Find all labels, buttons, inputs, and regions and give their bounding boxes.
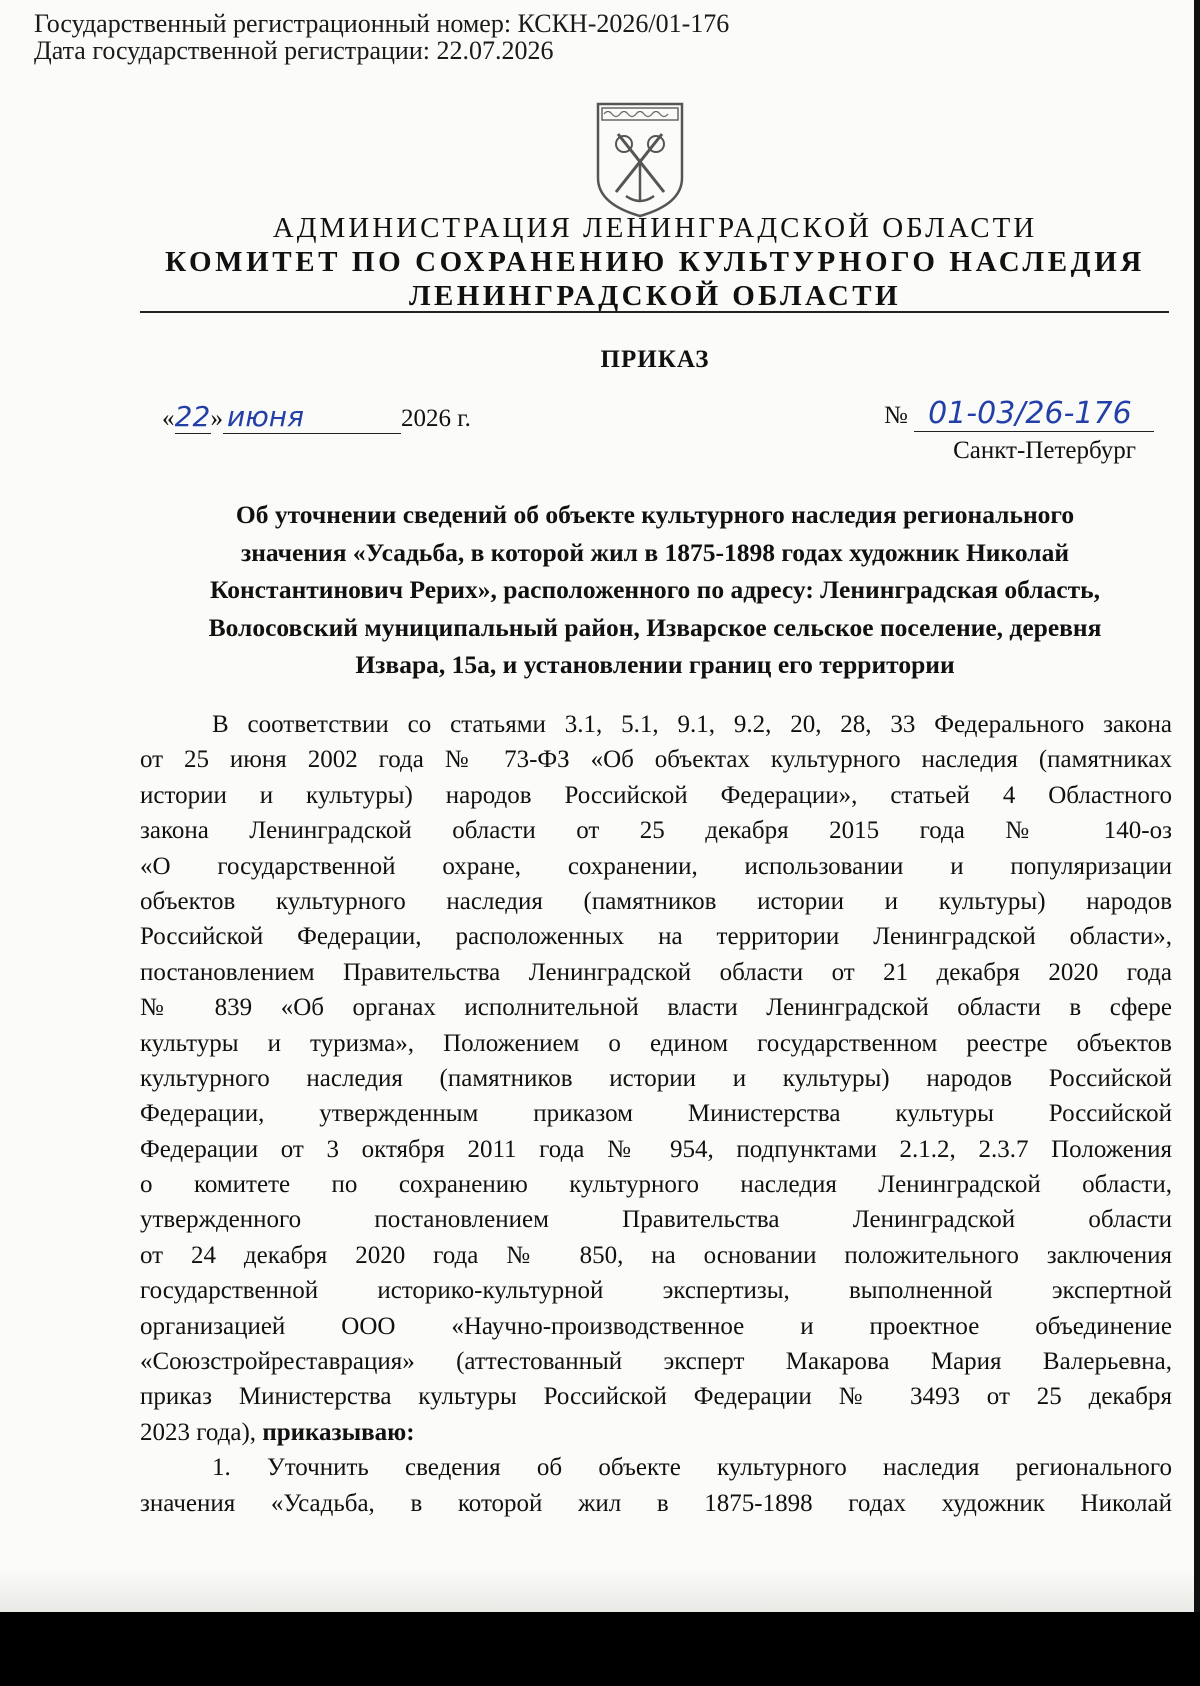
body-line: В соответствии со статьями 3.1, 5.1, 9.1, 9.2, 20, 28, 33 Федерального закона [212, 711, 1172, 738]
registration-number: Государственный регистрационный номер: КСКН-2026/01-176 [34, 9, 730, 38]
body-line: государственной историко-культурной экспертизы, выполненной экспертной [140, 1277, 1172, 1305]
order-date [162, 400, 471, 434]
body-line: организацией ООО «Научно-производственное и проектное объединение [140, 1312, 1172, 1340]
date-month: июня [223, 400, 401, 434]
body-line: Российской Федерации, расположенных на территории Ленинградской области», [140, 923, 1172, 951]
registration-date: Дата государственной регистрации: 22.07.2026 [34, 36, 554, 65]
title-line: значения «Усадьба, в которой жил в 1875-1898 годах художник Николай [240, 537, 1070, 567]
title-line: Волосовский муниципальный район, Изварское сельское поселение, деревня [208, 612, 1102, 642]
date-close-quote: » [210, 405, 223, 432]
title-line: Об уточнении сведений об объекте культурного наследия регионального [235, 500, 1075, 529]
header-divider [140, 311, 1169, 313]
date-year: 2026 г. [401, 405, 471, 432]
body-line: утвержденного постановлением Правительства Ленинградской области [140, 1206, 1172, 1234]
scan-edge [1194, 0, 1200, 1612]
registration-stamp [34, 10, 729, 64]
body-line: от 25 июня 2002 года № 73-ФЗ «Об объектах культурного наследия (памятниках [140, 746, 1172, 774]
org-administration: АДМИНИСТРАЦИЯ ЛЕНИНГРАДСКОЙ ОБЛАСТИ [272, 212, 1038, 244]
date-open-quote: « [162, 405, 175, 432]
body-line: о комитете по сохранению культурного наследия Ленинградской области, [140, 1171, 1172, 1199]
body-line: постановлением Правительства Ленинградской области от 21 декабря 2020 года [140, 958, 1172, 986]
document-title [140, 496, 1170, 684]
coat-of-arms-icon [594, 100, 686, 220]
city: Санкт-Петербург [953, 437, 1136, 464]
body-line-decision [140, 1415, 1172, 1450]
body-line: № 839 «Об органах исполнительной власти Ленинградской области в сфере [140, 994, 1172, 1022]
scan-shadow [0, 1570, 1200, 1612]
scan-bottom-border [0, 1612, 1200, 1686]
decision-word: приказываю: [262, 1418, 415, 1446]
body-line: закона Ленинградской области от 25 декабря 2015 года № 140-оз [140, 817, 1172, 845]
document-type: ПРИКАЗ [600, 346, 710, 373]
number-value: 01-03/26-176 [914, 396, 1154, 432]
body-line: объектов культурного наследия (памятников истории и культуры) народов [140, 887, 1172, 915]
body-line: Федерации, утвержденным приказом Министерства культуры Российской [140, 1100, 1172, 1128]
order-number [884, 396, 1154, 432]
body-line: от 24 декабря 2020 года № 850, на основании положительного заключения [140, 1241, 1172, 1269]
date-day: 22 [174, 400, 211, 433]
org-committee: КОМИТЕТ ПО СОХРАНЕНИЮ КУЛЬТУРНОГО НАСЛЕДИЯ [165, 246, 1145, 278]
body-line: Федерации от 3 октября 2011 года № 954, подпунктами 2.1.2, 2.3.7 Положения [140, 1135, 1172, 1163]
body-line: истории и культуры) народов Российской Федерации», статьей 4 Областного [140, 781, 1172, 809]
item-line: 1. Уточнить сведения об объекте культурного наследия регионального [212, 1454, 1172, 1482]
document-body [140, 707, 1172, 1521]
decision-prefix: 2023 года), [140, 1418, 263, 1446]
body-line: «Союзстройреставрация» (аттестованный эксперт Макарова Мария Валерьевна, [140, 1348, 1172, 1376]
title-line: Извара, 15а, и установлении границ его территории [355, 650, 955, 679]
item-line: значения «Усадьба, в которой жил в 1875-1898 годах художник Николай [140, 1489, 1172, 1517]
body-line: приказ Министерства культуры Российской Федерации № 3493 от 25 декабря [140, 1383, 1172, 1411]
title-line: Константинович Рерих», расположенного по адресу: Ленинградская область, [210, 575, 1100, 604]
body-line: культурного наследия (памятников истории и культуры) народов Российской [140, 1064, 1172, 1092]
body-line: «О государственной охране, сохранении, использовании и популяризации [140, 852, 1172, 880]
body-line: культуры и туризма», Положением о едином государственном реестре объектов [140, 1029, 1172, 1057]
org-region: ЛЕНИНГРАДСКОЙ ОБЛАСТИ [409, 280, 901, 312]
number-prefix: № [884, 402, 908, 429]
